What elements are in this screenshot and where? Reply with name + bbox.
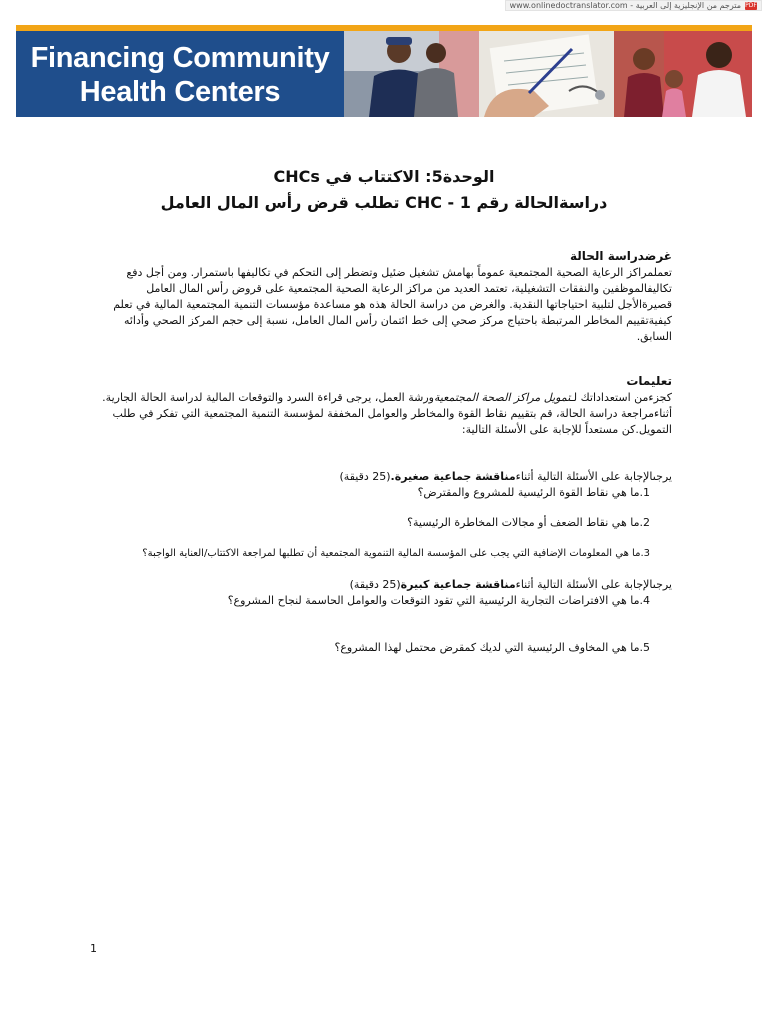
intro-text: يرجىالإجابة على الأسئلة التالية أثناء — [515, 578, 672, 591]
purpose-paragraph — [92, 265, 672, 345]
purpose-line: السابق. — [636, 330, 672, 343]
question-1: 1.ما هي نقاط القوة الرئيسية للمشروع والمقترض؟ — [417, 486, 650, 499]
header-banner — [16, 25, 752, 117]
photo-doctor-child — [614, 31, 752, 117]
doc-title-case-study: دراسةالحالة رقم 1 - CHC تطلب قرض رأس المال العامل — [160, 193, 608, 212]
banner-title-line2: Health Centers — [79, 76, 281, 108]
photo-writing-hand — [479, 31, 614, 117]
watermark-text: www.onlinedoctranslator.com - مترجم من الإنجليزية إلى العربية — [509, 1, 741, 10]
instructions-text: ورشة العمل، يرجى قراءة السرد والتوقعات المالية لدراسة الحالة الجارية. — [102, 391, 434, 404]
banner-title — [16, 31, 344, 117]
question-4: 4.ما هي الافتراضات التجارية الرئيسية التي تقود التوقعات والعوامل الحاسمة لنجاح المشروع؟ — [227, 594, 650, 607]
page-number: 1 — [90, 942, 97, 955]
intro-bold: مناقشة جماعية صغيرة. — [390, 470, 516, 483]
instructions-line — [92, 390, 672, 406]
purpose-line: كيفيةتقييم المخاطر المرتبطة باحتياج مركز صحي إلى خط ائتمان رأس المال العامل، نسبة إلى حجم المركز الصحي وأدائه — [123, 314, 672, 327]
banner-photo-collage — [344, 31, 752, 117]
intro-bold: مناقشة جماعية كبيرة — [400, 578, 516, 591]
question-2: 2.ما هي نقاط الضعف أو مجالات المخاطرة الرئيسية؟ — [407, 516, 650, 529]
instructions-line: أثناءمراجعة دراسة الحالة، قم بتقييم نقاط القوة والمخاطر والعوامل المخففة لمؤسسة التنمية المجتمعية التي تفكر في طلب — [112, 407, 672, 420]
large-group-intro — [350, 577, 672, 592]
instructions-line: التمويل.كن مستعداً للإجابة على الأسئلة التالية: — [461, 423, 672, 436]
pdf-logo-icon: PDF — [745, 1, 757, 9]
purpose-line: تعملمراكز الرعاية الصحية المجتمعية عموماً بهامش تشغيل ضئيل وتضطر إلى التحكم في تكاليفها باستمرار. ومن أجل دفع — [126, 266, 672, 279]
instructions-heading: تعليمات — [626, 374, 672, 388]
workshop-title-italic: تمويل مراكز الصحة المجتمعية — [433, 391, 571, 404]
instructions-text: كجزءمن استعداداتك لـ — [570, 391, 672, 404]
banner-title-line1: Financing Community — [30, 42, 330, 74]
question-3: 3.ما هي المعلومات الإضافية التي يجب على المؤسسة المالية التنموية المجتمعية أن تطلبها لمراجعة الاكتتاب/العناية الواجبة؟ — [142, 548, 650, 559]
question-5: 5.ما هي المخاوف الرئيسية التي لديك كمقرض محتمل لهذا المشروع؟ — [334, 641, 650, 654]
intro-duration: (25 دقيقة) — [339, 470, 391, 483]
purpose-line: قصيرةالأجل لتلبية احتياجاتها النقدية. والغرض من دراسة الحالة هذه هو مساعدة مؤسسات التنمية المجتمعية المالية في تعلم — [113, 298, 672, 311]
translator-watermark — [505, 0, 762, 11]
photo-two-men — [344, 31, 479, 117]
intro-duration: (25 دقيقة) — [349, 578, 401, 591]
purpose-line: تكاليفالموظفين والنفقات التشغيلية، تعتمد العديد من مراكز الرعاية الصحية المجتمعية على قروض رأس المال العامل — [146, 282, 672, 295]
instructions-paragraph — [92, 390, 672, 438]
intro-text: يرجىالإجابة على الأسئلة التالية أثناء — [515, 470, 672, 483]
doc-title-module: الوحدة5: الاكتتاب في CHCs — [273, 167, 495, 186]
small-group-intro — [340, 469, 673, 484]
purpose-heading: غرضدراسة الحالة — [569, 249, 672, 263]
